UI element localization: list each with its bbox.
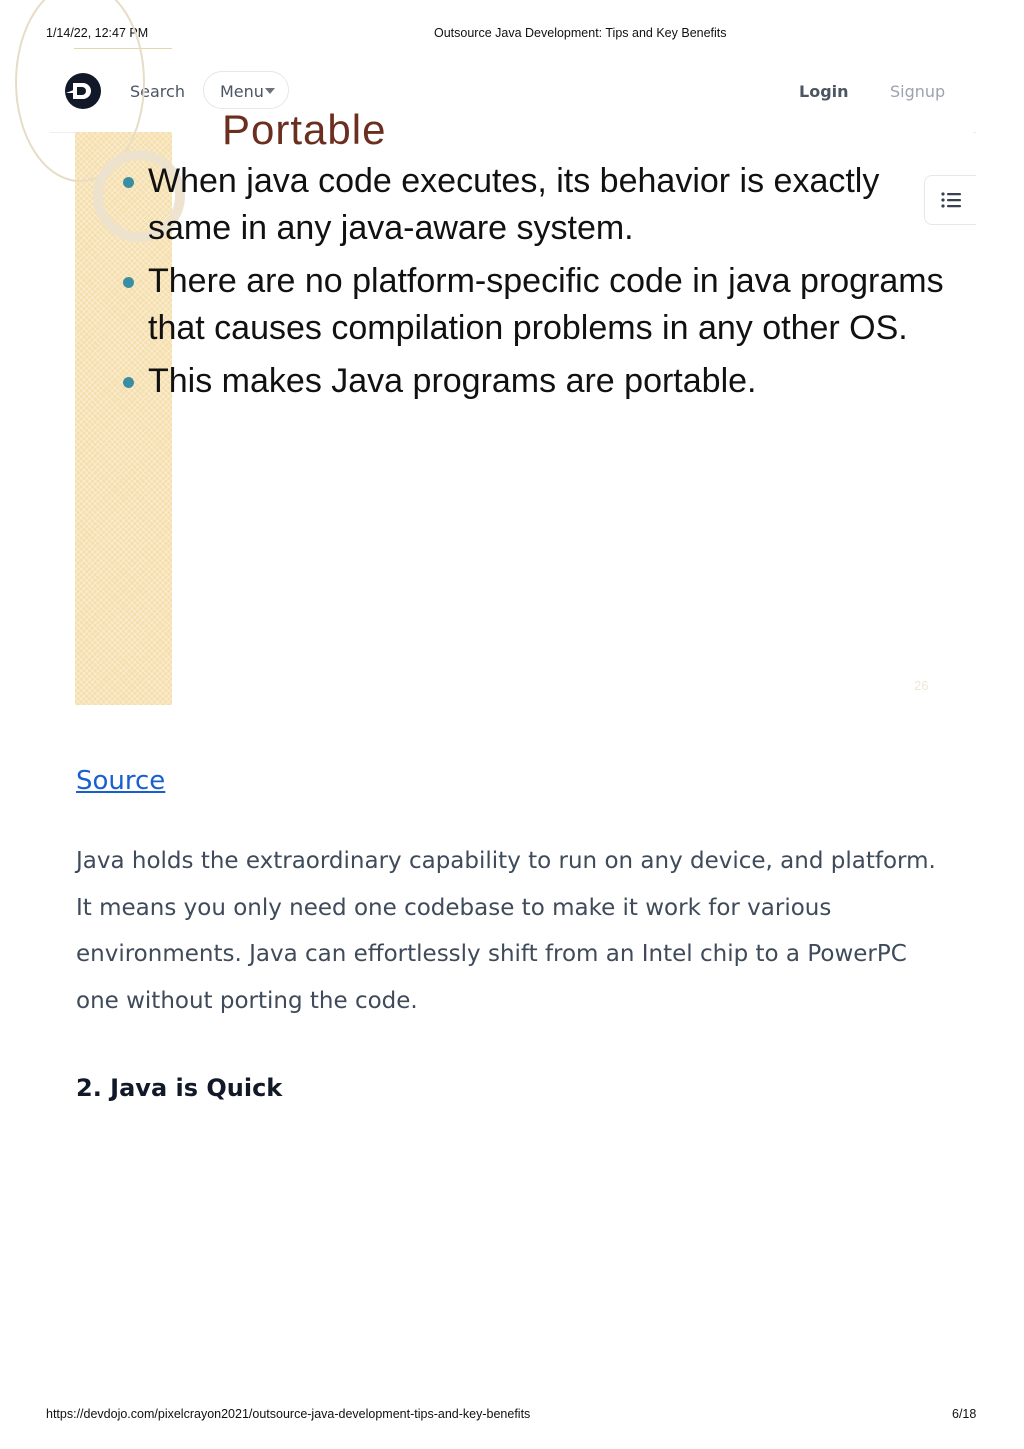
menu-label: Menu bbox=[220, 82, 264, 101]
list-icon bbox=[941, 192, 961, 208]
slide-image bbox=[75, 106, 973, 705]
print-header bbox=[0, 26, 1024, 42]
slide-bullet-text: This makes Java programs are portable. bbox=[148, 362, 757, 400]
login-link[interactable]: Login bbox=[799, 82, 849, 101]
slide-bullet bbox=[148, 358, 968, 405]
slide-bullet bbox=[148, 158, 968, 252]
caret-down-icon bbox=[265, 88, 275, 94]
bullet-dot-icon bbox=[123, 377, 134, 388]
table-of-contents-button[interactable] bbox=[924, 175, 976, 225]
slide-bullet-list bbox=[148, 158, 968, 411]
print-url: https://devdojo.com/pixelcrayon2021/outsource-java-development-tips-and-key-benefits bbox=[46, 1407, 531, 1421]
slide-number: 26 bbox=[914, 678, 929, 693]
print-footer bbox=[0, 1407, 1024, 1423]
print-page-number: 6/18 bbox=[952, 1407, 977, 1421]
bullet-dot-icon bbox=[123, 277, 134, 288]
section-heading: 2. Java is Quick bbox=[76, 1074, 283, 1102]
menu-button[interactable] bbox=[203, 71, 289, 109]
print-title: Outsource Java Development: Tips and Key Benefits bbox=[434, 26, 727, 40]
print-date: 1/14/22, 12:47 PM bbox=[46, 26, 149, 40]
signup-link[interactable]: Signup bbox=[890, 82, 946, 101]
article-paragraph: Java holds the extraordinary capability to run on any device, and platform. It means you only need one codebase to make it work for various environments. Java can effortlessly shift from an Intel chip to a PowerPC one without porting the code. bbox=[76, 848, 936, 1014]
bullet-dot-icon bbox=[123, 177, 134, 188]
top-navbar bbox=[50, 62, 976, 133]
source-link[interactable]: Source bbox=[76, 766, 166, 796]
slide-title: Portable bbox=[222, 106, 387, 153]
slide-bullet-text: When java code executes, its behavior is exactly same in any java-aware system. bbox=[148, 162, 880, 247]
slide-bullet-text: There are no platform-specific code in java programs that causes compilation problems in any other OS. bbox=[148, 262, 944, 347]
slide-bullet bbox=[148, 258, 968, 352]
search-link[interactable]: Search bbox=[130, 82, 185, 101]
